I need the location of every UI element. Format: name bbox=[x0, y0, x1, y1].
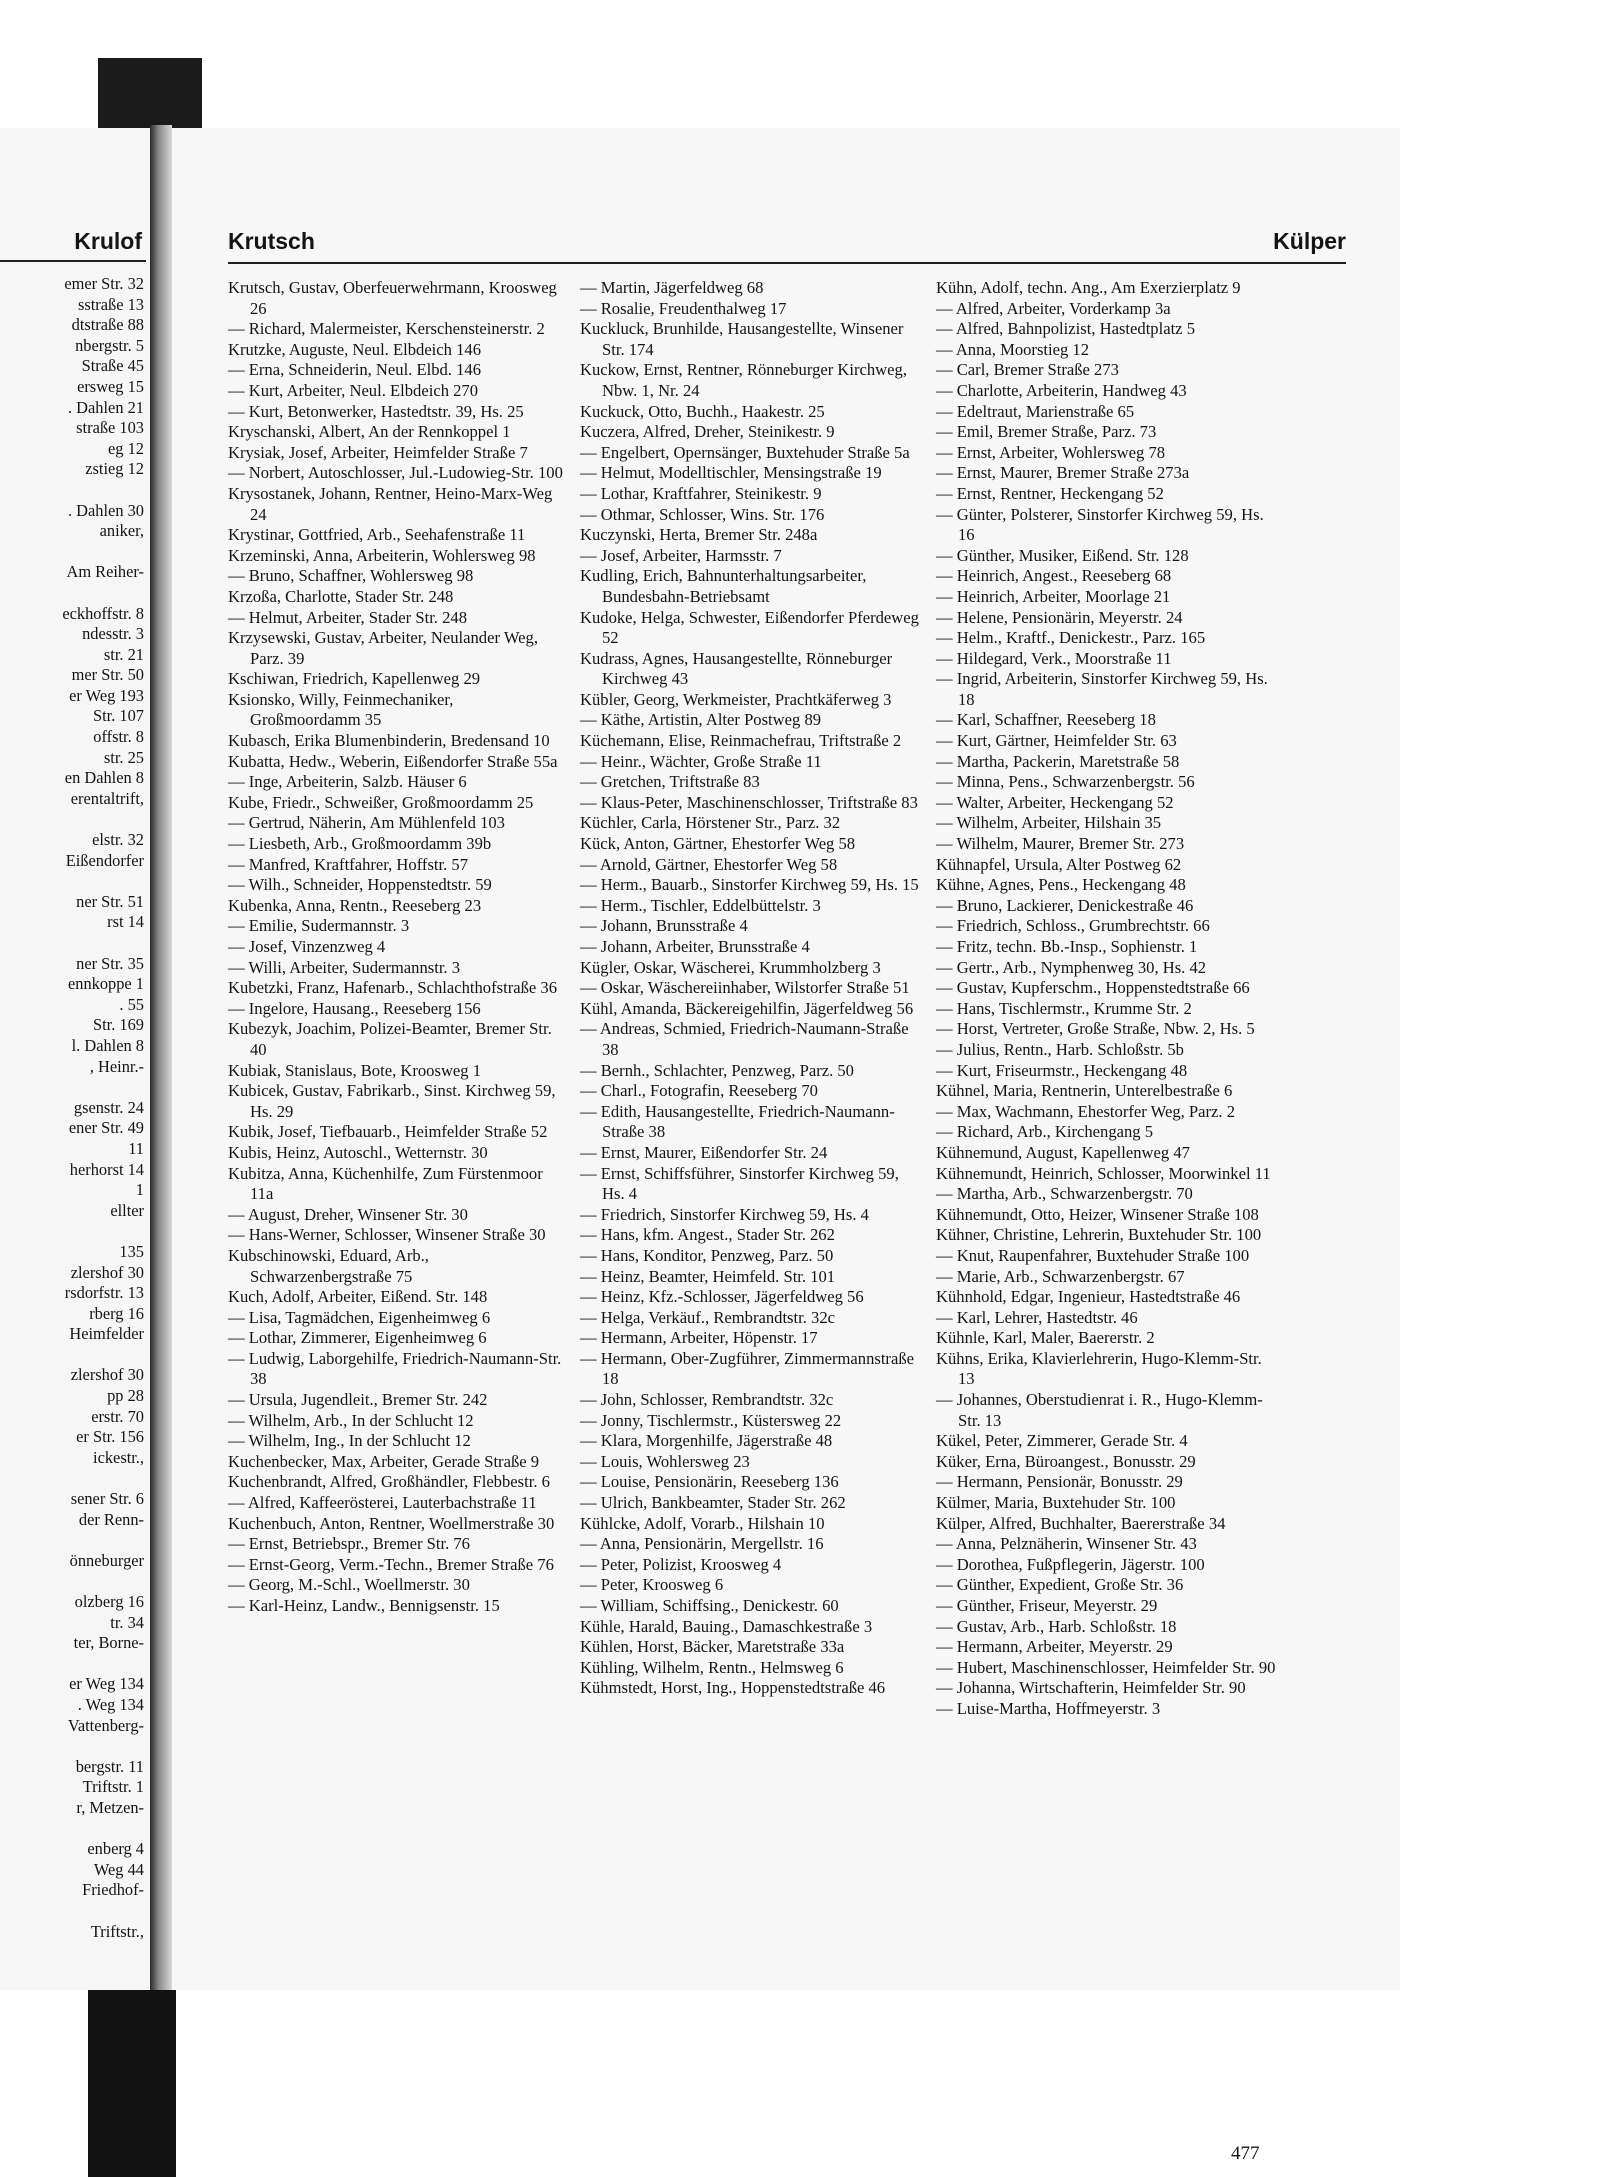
previous-page-line bbox=[0, 1819, 144, 1840]
directory-entry: — Ernst, Schiffsführer, Sinstorfer Kirchweg 59, Hs. 4 bbox=[580, 1163, 899, 1204]
previous-page-line: Triftstr., bbox=[90, 1921, 144, 1941]
previous-page-line: Straße 45 bbox=[81, 356, 144, 376]
directory-entry: — Inge, Arbeiterin, Salzb. Häuser 6 bbox=[228, 772, 467, 792]
directory-entry: — Louise, Pensionärin, Reeseberg 136 bbox=[580, 1472, 839, 1492]
directory-entry: — Gertrud, Näherin, Am Mühlenfeld 103 bbox=[228, 813, 505, 833]
directory-entry: — Herm., Tischler, Eddelbüttelstr. 3 bbox=[580, 895, 821, 915]
previous-page-line: ellter bbox=[110, 1200, 144, 1220]
directory-entry: Kuczera, Alfred, Dreher, Steinikestr. 9 bbox=[580, 422, 835, 442]
previous-page-line: bergstr. 11 bbox=[75, 1756, 144, 1776]
header-first-entry: Krutsch bbox=[228, 228, 315, 254]
previous-page-line bbox=[0, 1736, 144, 1757]
previous-page-line: der Renn- bbox=[78, 1509, 144, 1529]
directory-entry: — Johanna, Wirtschafterin, Heimfelder Str. 90 bbox=[936, 1678, 1246, 1698]
directory-entry: — Ernst-Georg, Verm.-Techn., Bremer Straße 76 bbox=[228, 1554, 554, 1574]
directory-entry: Kühlen, Horst, Bäcker, Maretstraße 33a bbox=[580, 1637, 845, 1657]
directory-entry: Kuchenbrandt, Alfred, Großhändler, Flebbestr. 6 bbox=[228, 1472, 550, 1492]
directory-entry: Kubetzki, Franz, Hafenarb., Schlachthofstraße 36 bbox=[228, 978, 557, 998]
directory-entry: — Carl, Bremer Straße 273 bbox=[936, 360, 1119, 380]
directory-entry: — Wilhelm, Arb., In der Schlucht 12 bbox=[228, 1410, 474, 1430]
directory-entry: — Hermann, Ober-Zugführer, Zimmermannstraße 18 bbox=[580, 1348, 914, 1389]
previous-page-line: Am Reiher- bbox=[66, 562, 144, 582]
directory-entry: — Heinr., Wächter, Große Straße 11 bbox=[580, 751, 822, 771]
directory-entry: — Friedrich, Sinstorfer Kirchweg 59, Hs. 4 bbox=[580, 1204, 869, 1224]
directory-entry: — Gertr., Arb., Nymphenweg 30, Hs. 42 bbox=[936, 957, 1207, 977]
previous-page-line: rsdorfstr. 13 bbox=[64, 1283, 144, 1303]
directory-entry: — Richard, Malermeister, Kerschensteinerstr. 2 bbox=[228, 319, 545, 339]
directory-entry: — Ernst, Arbeiter, Wohlersweg 78 bbox=[936, 442, 1166, 462]
directory-entry: Kühmstedt, Horst, Ing., Hoppenstedtstraße 46 bbox=[580, 1678, 886, 1698]
entry-column-3 bbox=[936, 278, 1276, 1720]
directory-entry: — Karl, Schaffner, Reeseberg 18 bbox=[936, 710, 1156, 730]
directory-entry: — Anna, Moorstieg 12 bbox=[936, 339, 1090, 359]
directory-entry: — Ernst, Maurer, Eißendorfer Str. 24 bbox=[580, 1142, 828, 1162]
directory-entry: — Charlotte, Arbeiterin, Handweg 43 bbox=[936, 380, 1187, 400]
directory-entry: — Peter, Kroosweg 6 bbox=[580, 1575, 724, 1595]
directory-entry: — Ingrid, Arbeiterin, Sinstorfer Kirchweg 59, Hs. 18 bbox=[936, 669, 1268, 709]
previous-page-line: elstr. 32 bbox=[92, 830, 144, 850]
previous-page-line bbox=[0, 1654, 144, 1675]
book-spine-bottom bbox=[88, 1990, 176, 2177]
previous-page-line: rst 14 bbox=[107, 912, 144, 932]
directory-entry: Kubicek, Gustav, Fabrikarb., Sinst. Kirchweg 59, Hs. 29 bbox=[228, 1081, 556, 1121]
directory-entry: — Hans-Werner, Schlosser, Winsener Straße 30 bbox=[228, 1225, 546, 1245]
directory-entry: Krutzke, Auguste, Neul. Elbdeich 146 bbox=[228, 339, 481, 359]
previous-page-line: Vattenberg- bbox=[67, 1715, 144, 1735]
previous-page-line bbox=[0, 1077, 144, 1098]
directory-entry: Kühle, Harald, Bauing., Damaschkestraße 3 bbox=[580, 1616, 873, 1636]
directory-entry: — Minna, Pens., Schwarzenbergstr. 56 bbox=[936, 772, 1195, 792]
previous-page-line: Friedhof- bbox=[82, 1880, 144, 1900]
directory-entry: Kudoke, Helga, Schwester, Eißendorfer Pferdeweg 52 bbox=[580, 607, 919, 648]
directory-entry: Kudling, Erich, Bahnunterhaltungsarbeiter, Bundesbahn-Betriebsamt bbox=[580, 566, 867, 606]
directory-entry: — Heinrich, Angest., Reeseberg 68 bbox=[936, 566, 1172, 586]
directory-entry: — Helga, Verkäuf., Rembrandtstr. 32c bbox=[580, 1307, 835, 1327]
directory-entry: — Norbert, Autoschlosser, Jul.-Ludowieg-Str. 100 bbox=[228, 463, 563, 483]
directory-entry: — Günther, Friseur, Meyerstr. 29 bbox=[936, 1596, 1158, 1615]
previous-page-line: str. 21 bbox=[103, 644, 144, 664]
directory-entry: — Knut, Raupenfahrer, Buxtehuder Straße 100 bbox=[936, 1245, 1250, 1265]
previous-page-line: zstieg 12 bbox=[85, 459, 144, 479]
directory-entry: — Günter, Polsterer, Sinstorfer Kirchweg 59, Hs. 16 bbox=[936, 504, 1264, 545]
previous-page-line: . Dahlen 30 bbox=[67, 500, 144, 520]
previous-page-line bbox=[0, 542, 144, 563]
directory-entry: — Karl-Heinz, Landw., Bennigsenstr. 15 bbox=[228, 1596, 500, 1615]
directory-entry: — Karl, Lehrer, Hastedtstr. 46 bbox=[936, 1307, 1138, 1327]
previous-page-line: erstr. 70 bbox=[91, 1406, 144, 1426]
previous-page-line: nbergstr. 5 bbox=[75, 335, 144, 355]
directory-entry: Küchler, Carla, Hörstener Str., Parz. 32 bbox=[580, 813, 841, 833]
directory-entry: — Manfred, Kraftfahrer, Hoffstr. 57 bbox=[228, 854, 469, 874]
previous-page-line bbox=[0, 1468, 144, 1489]
directory-entry: Kükel, Peter, Zimmerer, Gerade Str. 4 bbox=[936, 1431, 1188, 1451]
previous-page-edge bbox=[0, 128, 152, 1990]
previous-page-line: sstraße 13 bbox=[77, 294, 144, 314]
directory-entry: Kühnel, Maria, Rentnerin, Unterelbestraße 6 bbox=[936, 1081, 1233, 1101]
directory-entry: — Hildegard, Verk., Moorstraße 11 bbox=[936, 648, 1172, 668]
directory-entry: — Helene, Pensionärin, Meyerstr. 24 bbox=[936, 607, 1183, 627]
directory-entry: — Johann, Arbeiter, Brunsstraße 4 bbox=[580, 937, 810, 956]
directory-entry: Krystinar, Gottfried, Arb., Seehafenstraße 11 bbox=[228, 525, 526, 545]
directory-entry: — Wilhelm, Maurer, Bremer Str. 273 bbox=[936, 834, 1185, 854]
directory-entry: — Helmut, Modelltischler, Mensingstraße 19 bbox=[580, 463, 882, 483]
directory-entry: Kubezyk, Joachim, Polizei-Beamter, Bremer Str. 40 bbox=[228, 1019, 552, 1059]
directory-entry: — Lothar, Kraftfahrer, Steinikestr. 9 bbox=[580, 483, 822, 503]
previous-page-line: zlershof 30 bbox=[70, 1365, 144, 1385]
previous-page-line: tr. 34 bbox=[110, 1612, 144, 1632]
directory-entry: Kügler, Oskar, Wäscherei, Krummholzberg 3 bbox=[580, 957, 881, 977]
previous-page-line bbox=[0, 809, 144, 830]
previous-page-line: Weg 44 bbox=[93, 1859, 144, 1879]
directory-entry: — Kurt, Betonwerker, Hastedtstr. 39, Hs. 25 bbox=[228, 401, 524, 421]
previous-page-line: . 55 bbox=[119, 994, 144, 1014]
directory-entry: — Julius, Rentn., Harb. Schloßstr. 5b bbox=[936, 1039, 1184, 1059]
previous-page-line: 135 bbox=[119, 1241, 144, 1261]
directory-entry: Kuchenbecker, Max, Arbeiter, Gerade Straße 9 bbox=[228, 1451, 540, 1471]
directory-entry: — Kurt, Gärtner, Heimfelder Str. 63 bbox=[936, 731, 1177, 751]
previous-page-line: r, Metzen- bbox=[76, 1797, 144, 1817]
directory-entry: — Helmut, Arbeiter, Stader Str. 248 bbox=[228, 607, 467, 627]
directory-entry: Kuckluck, Brunhilde, Hausangestellte, Winsener Str. 174 bbox=[580, 319, 904, 359]
directory-entry: — Helm., Kraftf., Denickestr., Parz. 165 bbox=[936, 628, 1206, 648]
directory-entry: Kuchenbuch, Anton, Rentner, Woellmerstraße 30 bbox=[228, 1513, 555, 1533]
previous-page-line: herhorst 14 bbox=[69, 1159, 144, 1179]
previous-page-line: . Dahlen 21 bbox=[67, 397, 144, 417]
previous-page-line bbox=[0, 1530, 144, 1551]
directory-entry: — Alfred, Arbeiter, Vorderkamp 3a bbox=[936, 298, 1171, 318]
previous-page-line: dtstraße 88 bbox=[71, 315, 144, 335]
directory-entry: — Bernh., Schlachter, Penzweg, Parz. 50 bbox=[580, 1060, 854, 1080]
directory-entry: — Gustav, Kupferschm., Hoppenstedtstraße 66 bbox=[936, 978, 1250, 998]
directory-entry: Kühner, Christine, Lehrerin, Buxtehuder Str. 100 bbox=[936, 1225, 1262, 1245]
directory-entry: — Heinz, Beamter, Heimfeld. Str. 101 bbox=[580, 1266, 836, 1286]
directory-entry: — Kurt, Friseurmstr., Heckengang 48 bbox=[936, 1060, 1188, 1080]
directory-entry: — Fritz, techn. Bb.-Insp., Sophienstr. 1 bbox=[936, 937, 1198, 956]
directory-entry: — Louis, Wohlersweg 23 bbox=[580, 1451, 750, 1471]
directory-entry: Kubenka, Anna, Rentn., Reeseberg 23 bbox=[228, 895, 482, 915]
directory-entry: — Liesbeth, Arb., Großmoordamm 39b bbox=[228, 834, 492, 854]
directory-entry: Külper, Alfred, Buchhalter, Baererstraße 34 bbox=[936, 1513, 1226, 1533]
header-last-entry: Külper bbox=[1273, 228, 1346, 254]
directory-entry: Kubik, Josef, Tiefbauarb., Heimfelder Straße 52 bbox=[228, 1122, 548, 1142]
previous-page-line: erentaltrift, bbox=[70, 788, 144, 808]
directory-entry: Krutsch, Gustav, Oberfeuerwehrmann, Kroosweg 26 bbox=[228, 278, 557, 318]
directory-entry: Kubis, Heinz, Autoschl., Wetternstr. 30 bbox=[228, 1142, 488, 1162]
directory-entry: — Hans, Tischlermstr., Krumme Str. 2 bbox=[936, 998, 1192, 1018]
previous-page-line: ickestr., bbox=[93, 1447, 144, 1467]
directory-entry: — Günther, Expedient, Große Str. 36 bbox=[936, 1575, 1184, 1595]
previous-page-line: en Dahlen 8 bbox=[64, 768, 144, 788]
previous-page-line bbox=[0, 583, 144, 604]
directory-entry: Kuckuck, Otto, Buchh., Haakestr. 25 bbox=[580, 401, 825, 421]
directory-entry: Kühnemundt, Otto, Heizer, Winsener Straße 108 bbox=[936, 1204, 1259, 1224]
directory-entry: — Hans, kfm. Angest., Stader Str. 262 bbox=[580, 1225, 835, 1245]
directory-entry: — Max, Wachmann, Ehestorfer Weg, Parz. 2 bbox=[936, 1101, 1236, 1121]
directory-entry: — Marie, Arb., Schwarzenbergstr. 67 bbox=[936, 1266, 1185, 1286]
directory-entry: — August, Dreher, Winsener Str. 30 bbox=[228, 1204, 468, 1224]
directory-entry: — Johannes, Oberstudienrat i. R., Hugo-Klemm-Str. 13 bbox=[936, 1390, 1263, 1430]
directory-entry: — Johann, Brunsstraße 4 bbox=[580, 916, 748, 936]
directory-entry: — William, Schiffsing., Denickestr. 60 bbox=[580, 1596, 839, 1615]
directory-entry: Kubitza, Anna, Küchenhilfe, Zum Fürstenmoor 11a bbox=[228, 1163, 543, 1204]
directory-entry: — Kurt, Arbeiter, Neul. Elbdeich 270 bbox=[228, 380, 479, 400]
directory-page bbox=[172, 128, 1400, 2164]
directory-entry: — Friedrich, Schloss., Grumbrechtstr. 66 bbox=[936, 916, 1210, 936]
previous-page-line: sener Str. 6 bbox=[70, 1489, 144, 1509]
directory-entry: — Ernst, Maurer, Bremer Straße 273a bbox=[936, 463, 1190, 483]
book-gutter bbox=[150, 125, 172, 1995]
directory-entry: — Andreas, Schmied, Friedrich-Naumann-Straße 38 bbox=[580, 1019, 909, 1059]
previous-page-line: Heimfelder bbox=[69, 1324, 144, 1344]
directory-entry: — Klara, Morgenhilfe, Jägerstraße 48 bbox=[580, 1431, 833, 1451]
previous-page-line bbox=[0, 480, 144, 501]
previous-page-line: ennkoppe 1 bbox=[67, 974, 144, 994]
directory-entry: — Wilhelm, Arbeiter, Hilshain 35 bbox=[936, 813, 1162, 833]
previous-page-line: straße 103 bbox=[76, 418, 144, 438]
directory-entry: — Dorothea, Fußpflegerin, Jägerstr. 100 bbox=[936, 1554, 1205, 1574]
header-rule bbox=[228, 262, 1346, 264]
directory-entry: — Ursula, Jugendleit., Bremer Str. 242 bbox=[228, 1390, 488, 1410]
directory-entry: Kühling, Wilhelm, Rentn., Helmsweg 6 bbox=[580, 1657, 844, 1677]
directory-entry: — Walter, Arbeiter, Heckengang 52 bbox=[936, 792, 1174, 812]
previous-page-line: olzberg 16 bbox=[74, 1592, 144, 1611]
directory-entry: Kühnapfel, Ursula, Alter Postweg 62 bbox=[936, 854, 1182, 874]
directory-entry: Kühlcke, Adolf, Vorarb., Hilshain 10 bbox=[580, 1513, 825, 1533]
directory-entry: — Wilhelm, Ing., In der Schlucht 12 bbox=[228, 1431, 471, 1451]
directory-entry: — Heinrich, Arbeiter, Moorlage 21 bbox=[936, 586, 1171, 606]
previous-page-line: offstr. 8 bbox=[93, 727, 144, 747]
directory-entry: — Günther, Musiker, Eißend. Str. 128 bbox=[936, 545, 1189, 565]
directory-entry: Kühnemundt, Heinrich, Schlosser, Moorwinkel 11 bbox=[936, 1163, 1271, 1183]
previous-page-line bbox=[0, 871, 144, 892]
directory-entry: Kück, Anton, Gärtner, Ehestorfer Weg 58 bbox=[580, 834, 856, 854]
page-number: 477 bbox=[1231, 2143, 1260, 2164]
directory-entry: — Hans, Konditor, Penzweg, Parz. 50 bbox=[580, 1245, 834, 1265]
directory-entry: Küker, Erna, Büroangest., Bonusstr. 29 bbox=[936, 1451, 1196, 1471]
directory-entry: Kühn, Adolf, techn. Ang., Am Exerzierplatz 9 bbox=[936, 278, 1241, 297]
previous-page-rule bbox=[0, 260, 146, 262]
directory-entry: — Josef, Arbeiter, Harmsstr. 7 bbox=[580, 545, 782, 565]
previous-page-line: Str. 169 bbox=[92, 1015, 144, 1035]
directory-entry: — Hermann, Arbeiter, Höpenstr. 17 bbox=[580, 1328, 818, 1348]
previous-page-line: ner Str. 51 bbox=[76, 891, 144, 911]
previous-page-line: 11 bbox=[128, 1138, 144, 1158]
directory-entry: — Ulrich, Bankbeamter, Stader Str. 262 bbox=[580, 1493, 846, 1513]
previous-page-line: Triftstr. 1 bbox=[82, 1777, 144, 1797]
previous-page-line: l. Dahlen 8 bbox=[71, 1035, 144, 1055]
directory-entry: — Luise-Martha, Hoffmeyerstr. 3 bbox=[936, 1698, 1161, 1718]
directory-entry: — Ingelore, Hausang., Reeseberg 156 bbox=[228, 998, 481, 1018]
directory-entry: Kube, Friedr., Schweißer, Großmoordamm 25 bbox=[228, 792, 534, 812]
directory-entry: — Gretchen, Triftstraße 83 bbox=[580, 772, 760, 792]
previous-page-line: er Weg 193 bbox=[69, 685, 144, 705]
directory-entry: — Edeltraut, Marienstraße 65 bbox=[936, 401, 1135, 421]
previous-page-line: Eißendorfer bbox=[65, 850, 144, 870]
previous-page-line: önneburger bbox=[69, 1550, 144, 1570]
directory-entry: — Oskar, Wäschereiinhaber, Wilstorfer Straße 51 bbox=[580, 978, 910, 998]
directory-entry: — Anna, Pelznäherin, Winsener Str. 43 bbox=[936, 1534, 1197, 1554]
previous-page-line: mer Str. 50 bbox=[71, 665, 144, 685]
directory-entry: — Horst, Vertreter, Große Straße, Nbw. 2, Hs. 5 bbox=[936, 1019, 1255, 1039]
directory-entry: Kubatta, Hedw., Weberin, Eißendorfer Straße 55a bbox=[228, 751, 558, 771]
directory-entry: Kühnhold, Edgar, Ingenieur, Hastedtstraße 46 bbox=[936, 1287, 1241, 1307]
previous-page-line: rberg 16 bbox=[89, 1303, 144, 1323]
previous-page-line: pp 28 bbox=[107, 1386, 144, 1406]
directory-entry: — Edith, Hausangestellte, Friedrich-Naumann-Straße 38 bbox=[580, 1101, 895, 1142]
directory-entry: Kschiwan, Friedrich, Kapellenweg 29 bbox=[228, 669, 481, 689]
directory-entry: Krzeminski, Anna, Arbeiterin, Wohlersweg 98 bbox=[228, 545, 536, 565]
previous-page-line: gsenstr. 24 bbox=[73, 1097, 144, 1117]
directory-entry: — Charl., Fotografin, Reeseberg 70 bbox=[580, 1081, 818, 1101]
previous-page-line: ersweg 15 bbox=[77, 376, 144, 396]
directory-entry: — Alfred, Kaffeerösterei, Lauterbachstraße 11 bbox=[228, 1493, 537, 1513]
previous-page-line: 1 bbox=[135, 1180, 144, 1200]
directory-entry: — Hermann, Arbeiter, Meyerstr. 29 bbox=[936, 1637, 1173, 1657]
directory-entry: — Käthe, Artistin, Alter Postweg 89 bbox=[580, 710, 822, 730]
previous-page-line bbox=[0, 1571, 144, 1592]
directory-entry: Kühne, Agnes, Pens., Heckengang 48 bbox=[936, 875, 1186, 895]
previous-page-line: , Heinr.- bbox=[89, 1056, 144, 1076]
previous-page-line: eckhoffstr. 8 bbox=[62, 603, 144, 623]
directory-entry: Ksionsko, Willy, Feinmechaniker, Großmoordamm 35 bbox=[228, 689, 454, 730]
directory-entry: Kryschanski, Albert, An der Rennkoppel 1 bbox=[228, 422, 511, 442]
directory-entry: — Josef, Vinzenzweg 4 bbox=[228, 937, 386, 956]
directory-entry: — John, Schlosser, Rembrandtstr. 32c bbox=[580, 1390, 834, 1410]
directory-entry: Kuckow, Ernst, Rentner, Rönneburger Kirchweg, Nbw. 1, Nr. 24 bbox=[580, 360, 907, 400]
previous-page-line: emer Str. 32 bbox=[64, 274, 144, 293]
directory-entry: — Lisa, Tagmädchen, Eigenheimweg 6 bbox=[228, 1307, 491, 1327]
directory-entry: — Wilh., Schneider, Hoppenstedtstr. 59 bbox=[228, 875, 492, 895]
entry-column-1 bbox=[228, 278, 568, 1617]
previous-page-lines bbox=[0, 274, 144, 1942]
directory-entry: Küchemann, Elise, Reinmachefrau, Triftstraße 2 bbox=[580, 731, 902, 751]
directory-entry: Kuczynski, Herta, Bremer Str. 248a bbox=[580, 525, 818, 545]
directory-entry: — Georg, M.-Schl., Woellmerstr. 30 bbox=[228, 1575, 470, 1595]
directory-entry: — Gustav, Arb., Harb. Schloßstr. 18 bbox=[936, 1616, 1177, 1636]
previous-page-line bbox=[0, 1901, 144, 1922]
directory-entry: Krzoßa, Charlotte, Stader Str. 248 bbox=[228, 586, 454, 606]
directory-entry: Krysiak, Josef, Arbeiter, Heimfelder Straße 7 bbox=[228, 442, 528, 462]
directory-entry: — Erna, Schneiderin, Neul. Elbd. 146 bbox=[228, 360, 481, 380]
directory-entry: — Martha, Arb., Schwarzenbergstr. 70 bbox=[936, 1184, 1193, 1204]
previous-page-line: ner Str. 35 bbox=[76, 953, 144, 973]
directory-entry: — Rosalie, Freudenthalweg 17 bbox=[580, 298, 787, 318]
book-spine-top bbox=[98, 58, 202, 128]
previous-page-line bbox=[0, 1221, 144, 1242]
directory-entry: — Hubert, Maschinenschlosser, Heimfelder Str. 90 bbox=[936, 1657, 1276, 1677]
previous-page-line: er Str. 156 bbox=[76, 1427, 144, 1447]
directory-entry: Kubiak, Stanislaus, Bote, Kroosweg 1 bbox=[228, 1060, 482, 1080]
directory-entry: — Lothar, Zimmerer, Eigenheimweg 6 bbox=[228, 1328, 487, 1348]
directory-entry: Külmer, Maria, Buxtehuder Str. 100 bbox=[936, 1493, 1176, 1513]
directory-entry: Kudrass, Agnes, Hausangestellte, Rönneburger Kirchweg 43 bbox=[580, 648, 893, 689]
previous-page-line: eg 12 bbox=[108, 438, 144, 458]
directory-entry: — Engelbert, Opernsänger, Buxtehuder Straße 5a bbox=[580, 442, 910, 462]
previous-page-line: aniker, bbox=[99, 521, 144, 541]
directory-entry: Kühnemund, August, Kapellenweg 47 bbox=[936, 1142, 1190, 1162]
previous-page-line: ener Str. 49 bbox=[68, 1118, 144, 1138]
directory-entry: — Emil, Bremer Straße, Parz. 73 bbox=[936, 422, 1157, 442]
directory-entry: — Emilie, Sudermannstr. 3 bbox=[228, 916, 410, 936]
directory-entry: — Heinz, Kfz.-Schlosser, Jägerfeldweg 56 bbox=[580, 1287, 864, 1307]
directory-entry: — Ernst, Betriebspr., Bremer Str. 76 bbox=[228, 1534, 470, 1554]
previous-page-line: Str. 107 bbox=[92, 706, 144, 726]
directory-entry: — Martha, Packerin, Maretstraße 58 bbox=[936, 751, 1180, 771]
directory-entry: — Willi, Arbeiter, Sudermannstr. 3 bbox=[228, 957, 461, 977]
directory-entry: — Ludwig, Laborgehilfe, Friedrich-Naumann-Str. 38 bbox=[228, 1348, 562, 1389]
directory-entry: — Richard, Arb., Kirchengang 5 bbox=[936, 1122, 1154, 1142]
previous-page-line: er Weg 134 bbox=[69, 1674, 144, 1694]
directory-entry: Kuch, Adolf, Arbeiter, Eißend. Str. 148 bbox=[228, 1287, 488, 1307]
directory-entry: — Peter, Polizist, Kroosweg 4 bbox=[580, 1554, 782, 1574]
directory-entry: — Ernst, Rentner, Heckengang 52 bbox=[936, 483, 1164, 503]
directory-entry: — Alfred, Bahnpolizist, Hastedtplatz 5 bbox=[936, 319, 1195, 339]
directory-entry: — Arnold, Gärtner, Ehestorfer Weg 58 bbox=[580, 854, 838, 874]
directory-entry: Kübler, Georg, Werkmeister, Prachtkäferweg 3 bbox=[580, 689, 892, 709]
directory-entry: — Anna, Pensionärin, Mergellstr. 16 bbox=[580, 1534, 824, 1554]
previous-page-line bbox=[0, 1345, 144, 1366]
directory-entry: — Bruno, Schaffner, Wohlersweg 98 bbox=[228, 566, 474, 586]
directory-entry: Kühns, Erika, Klavierlehrerin, Hugo-Klemm-Str. 13 bbox=[936, 1348, 1262, 1389]
directory-entry: — Bruno, Lackierer, Denickestraße 46 bbox=[936, 895, 1194, 915]
directory-entry: — Martin, Jägerfeldweg 68 bbox=[580, 278, 764, 297]
previous-page-line: enberg 4 bbox=[87, 1839, 144, 1859]
previous-page-line: zlershof 30 bbox=[70, 1262, 144, 1282]
previous-page-line: str. 25 bbox=[103, 747, 144, 767]
directory-entry: Kühnle, Karl, Maler, Baererstr. 2 bbox=[936, 1328, 1155, 1348]
entry-column-2 bbox=[580, 278, 920, 1699]
page-header bbox=[228, 228, 1346, 262]
directory-entry: Krzysewski, Gustav, Arbeiter, Neulander Weg, Parz. 39 bbox=[228, 628, 538, 668]
directory-entry: — Klaus-Peter, Maschinenschlosser, Triftstraße 83 bbox=[580, 792, 918, 812]
previous-page-line bbox=[0, 933, 144, 954]
previous-page-line: ter, Borne- bbox=[73, 1633, 144, 1653]
previous-page-line: . Weg 134 bbox=[77, 1694, 144, 1714]
directory-entry: Kubasch, Erika Blumenbinderin, Bredensand 10 bbox=[228, 731, 550, 751]
directory-entry: — Othmar, Schlosser, Wins. Str. 176 bbox=[580, 504, 825, 524]
directory-entry: Kühl, Amanda, Bäckereigehilfin, Jägerfeldweg 56 bbox=[580, 998, 914, 1018]
directory-entry: — Herm., Bauarb., Sinstorfer Kirchweg 59, Hs. 15 bbox=[580, 875, 919, 895]
directory-entry: — Hermann, Pensionär, Bonusstr. 29 bbox=[936, 1472, 1183, 1492]
directory-entry: Krysostanek, Johann, Rentner, Heino-Marx-Weg 24 bbox=[228, 483, 553, 524]
directory-entry: — Jonny, Tischlermstr., Küstersweg 22 bbox=[580, 1410, 842, 1430]
previous-page-line: ndesstr. 3 bbox=[82, 624, 144, 644]
previous-page-header: Krulof bbox=[74, 228, 142, 254]
directory-entry: Kubschinowski, Eduard, Arb., Schwarzenbergstraße 75 bbox=[228, 1245, 429, 1286]
